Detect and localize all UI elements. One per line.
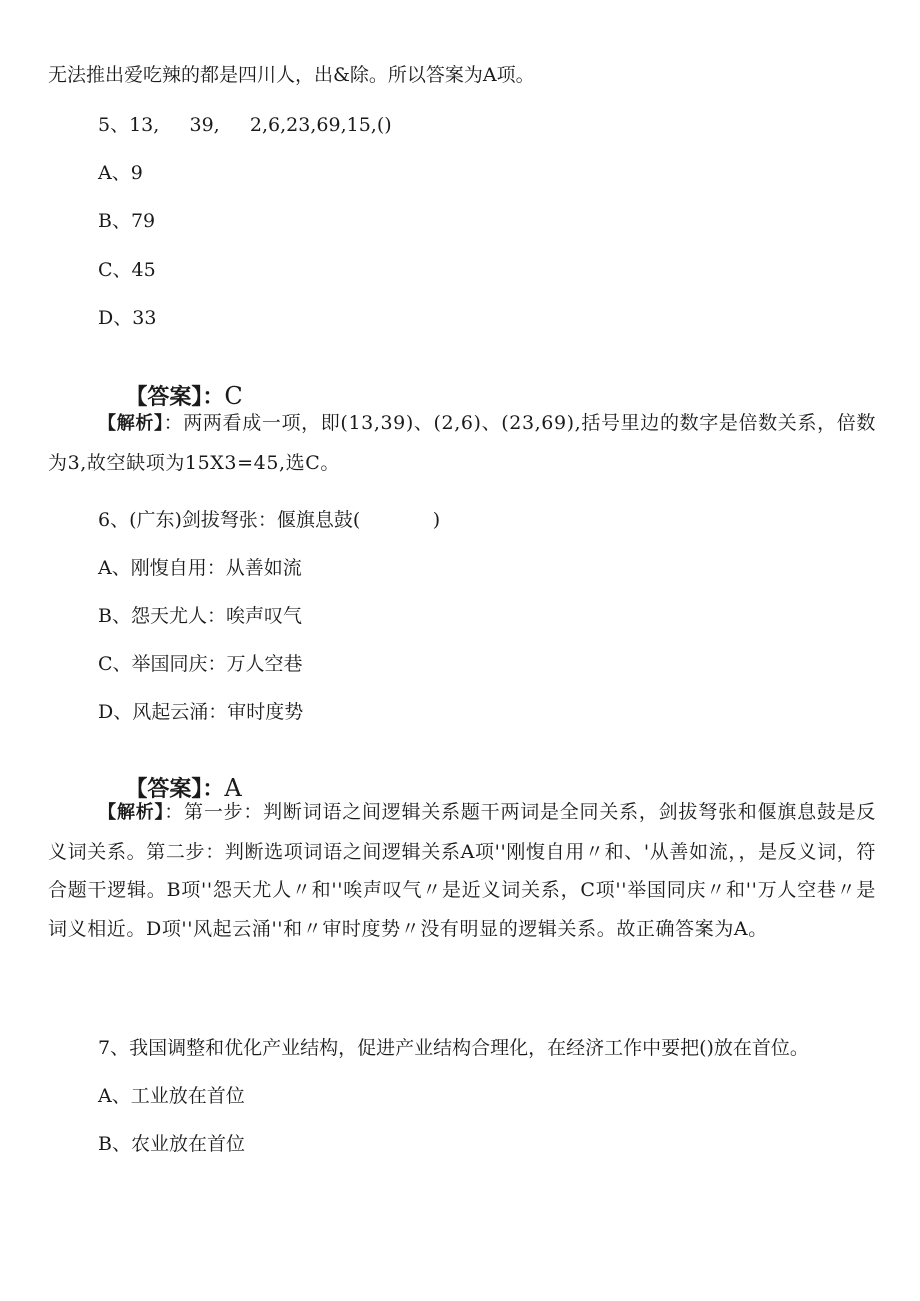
q6-option-a: A、刚愎自用：从善如流 [98, 557, 302, 579]
q5-analysis [48, 404, 876, 482]
q5-option-a: A、9 [98, 162, 143, 184]
q6-option-d: D、风起云涌：审时度势 [98, 701, 304, 723]
q6-analysis-text: ：第一步：判断词语之间逻辑关系题干两词是全同关系，剑拔弩张和偃旗息鼓是反义词关系。第二步：判断选项词语之间逻辑关系A项''刚愎自用〃和、'从善如流，，是反义词，符合题干逻辑。B项''怨天尤人〃和''唉声叹气〃是近义词关系，C项''举国同庆〃和''万人空巷〃是词义相近。D项''风起云涌''和〃审时度势〃没有明显的逻辑关系。故正确答案为A。 [48, 801, 876, 940]
previous-answer-tail: 无法推出爱吃辣的都是四川人，出&除。所以答案为A项。 [48, 64, 535, 86]
q5-option-b: B、79 [98, 210, 156, 232]
q5-answer [110, 362, 243, 409]
q6-option-c: C、举国同庆：万人空巷 [98, 653, 303, 675]
question-7-stem: 7、我国调整和优化产业结构，促进产业结构合理化，在经济工作中要把()放在首位。 [98, 1037, 809, 1059]
q6-analysis [48, 793, 876, 948]
q6-answer-label: 【答案】： [125, 777, 225, 802]
q5-analysis-text: ：两两看成一项，即(13,39)、(2,6)、(23,69),括号里边的数字是倍数关系，倍数为3,故空缺项为15X3=45,选C。 [48, 412, 876, 474]
q6-analysis-tag: 【解析】 [98, 802, 165, 823]
q5-option-c: C、45 [98, 259, 156, 281]
q7-option-a: A、工业放在首位 [98, 1085, 245, 1107]
q5-answer-value: C [224, 382, 243, 410]
q5-option-d: D、33 [98, 307, 157, 329]
q7-option-b: B、农业放在首位 [98, 1133, 245, 1155]
q5-answer-label: 【答案】： [125, 385, 225, 410]
question-6-stem: 6、(广东)剑拔弩张：偃旗息鼓( ) [98, 509, 441, 531]
q5-analysis-tag: 【解析】 [98, 413, 164, 434]
question-5-stem: 5、13, 39, 2,6,23,69,15,() [98, 114, 392, 136]
q6-answer-value: A [224, 774, 242, 802]
q6-option-b: B、怨天尤人：唉声叹气 [98, 605, 302, 627]
